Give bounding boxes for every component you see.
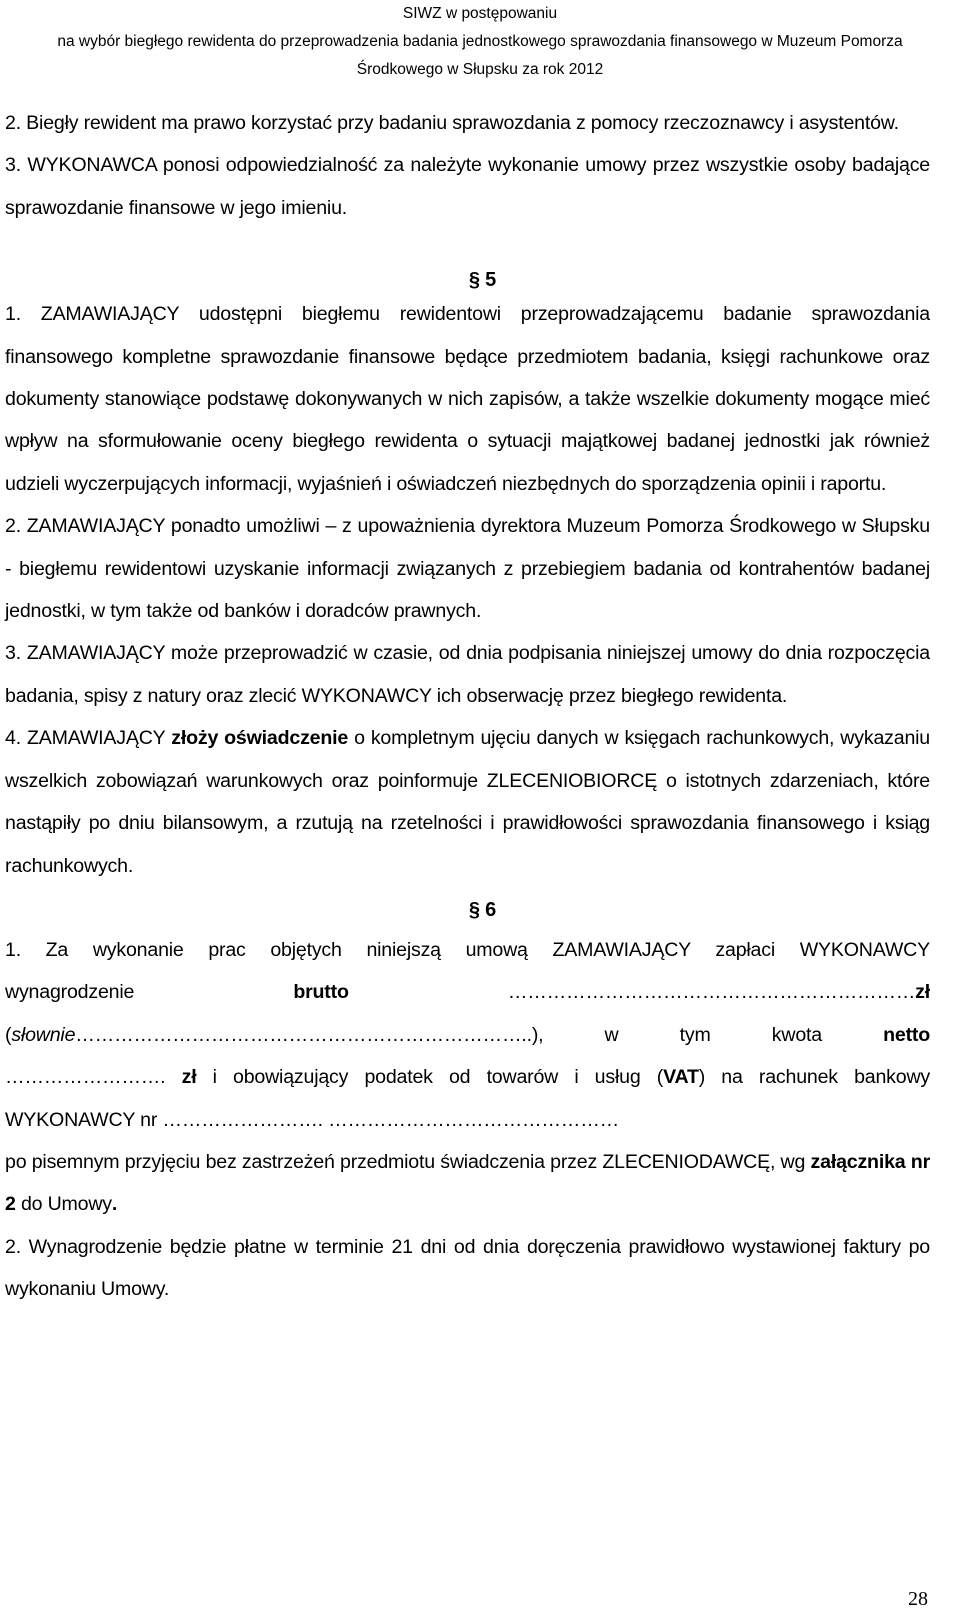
wynagrodzenie-label: wynagrodzenie [5,981,135,1004]
paragraph-5-4-part-a: 4. ZAMAWIAJĄCY [5,727,172,750]
header-line-2: na wybór biegłego rewidenta do przeprowadzenia badania jednostkowego sprawozdania finansowego w Muzeum Pomorza [57,33,903,50]
paragraph-5-3: 3. ZAMAWIAJĄCY może przeprowadzić w czasie, od dnia podpisania niniejszej umowy do dnia rozpoczęcia badania, spisy z natury oraz zlecić WYKONAWCY ich obserwację przez biegłego rewidenta. [5,642,930,707]
slownie-label: słownie [11,1023,76,1046]
paragraph-6-1-line-6 [5,1141,930,1226]
vat-text-b: ) na rachunek bankowy [698,1066,931,1089]
acceptance-text: po pisemnym przyjęciu bez zastrzeżeń przedmiotu świadczenia przez ZLECENIODAWCĘ, wg [5,1150,811,1173]
netto-label: netto [883,1023,930,1046]
vat-label: VAT [663,1066,699,1089]
attachment-ref: załącznika nr 2 [5,1150,930,1216]
paragraph-5-2: 2. ZAMAWIAJĄCY ponadto umożliwi – z upoważnienia dyrektora Muzeum Pomorza Środkowego w Słupsku - biegłemu rewidentowi uzyskanie informacji związanych z przebiegiem badania od kontrahentów badanej jednostki, w tym także od banków i doradców prawnych. [5,515,930,623]
netto-currency: zł [181,1066,197,1089]
paragraph-6-1-line-5: WYKONAWCY nr ……………………. ……………………………………… [5,1108,619,1131]
brutto-currency: zł [915,981,930,1004]
section-heading-6: § 6 [468,898,497,921]
paragraph-6-1 [5,929,930,1226]
brutto-label: brutto [293,981,349,1004]
paragraph-6-1-line-1: 1. Za wykonanie prac objętych niniejszą umową ZAMAWIAJĄCY zapłaci WYKONAWCY [5,938,930,961]
header-line-3: Środkowego w Słupsku za rok 2012 [356,61,604,78]
document-header [0,0,960,84]
open-paren: ( [5,1023,12,1046]
page-number: 28 [908,1588,928,1610]
paragraph-6-1-line-3 [5,1014,930,1056]
final-period: . [111,1193,118,1216]
header-line-1: SIWZ w postępowaniu [402,5,558,22]
brutto-blank: ……………………………………………………… [507,981,916,1004]
paragraph-5-4-bold: złoży oświadczenie [171,727,349,750]
paragraph-5-1: 1. ZAMAWIAJĄCY udostępni biegłemu rewidentowi przeprowadzającemu badanie sprawozdania finansowego kompletne sprawozdanie finansowe będące przedmiotem badania, księgi rachunkowe oraz dokumenty stanowiące podstawę dokonywanych w nich zapisów, a także wszelkie dokumenty mogące mieć wpływ na sformułowanie oceny biegłego rewidenta o sytuacji majątkowej badanej jednostki jak również udzieli wyczerpujących informacji, wyjaśnień i oświadczeń niezbędnych do sporządzenia opinii i raportu. [5,303,930,495]
paragraph-5-4 [5,717,930,887]
paragraph-4-3: 3. WYKONAWCA ponosi odpowiedzialność za należyte wykonanie umowy przez wszystkie osoby badające sprawozdanie finansowe w jego imieniu. [5,154,930,219]
paragraph-4-2: 2. Biegły rewident ma prawo korzystać przy badaniu sprawozdania z pomocy rzeczoznawcy i asystentów. [5,112,899,134]
netto-blank: ……………………. [5,1066,182,1089]
umowa-text: do Umowy [15,1193,112,1216]
paragraph-6-1-line-4 [5,1056,930,1098]
paragraph-5-4-part-c: o kompletnym ujęciu danych w księgach rachunkowych, wykazaniu wszelkich zobowiązań warunkowych oraz poinformuje ZLECENIOBIORCĘ o istotnych zdarzeniach, które nastąpiły po dniu bilansowym, a rzutują na rzetelności i prawidłowości sprawozdania finansowego i ksiąg rachunkowych. [5,727,930,877]
section-heading-5: § 5 [468,269,497,292]
slownie-blank: ……………………………………………………………..), w tym kwota [75,1023,884,1046]
paragraph-6-1-line-2 [5,971,930,1013]
vat-text-a: i obowiązujący podatek od towarów i usług ( [196,1066,664,1089]
paragraph-6-2: 2. Wynagrodzenie będzie płatne w terminie 21 dni od dnia doręczenia prawidłowo wystawionej faktury po wykonaniu Umowy. [5,1235,930,1301]
document-body [5,102,930,1311]
